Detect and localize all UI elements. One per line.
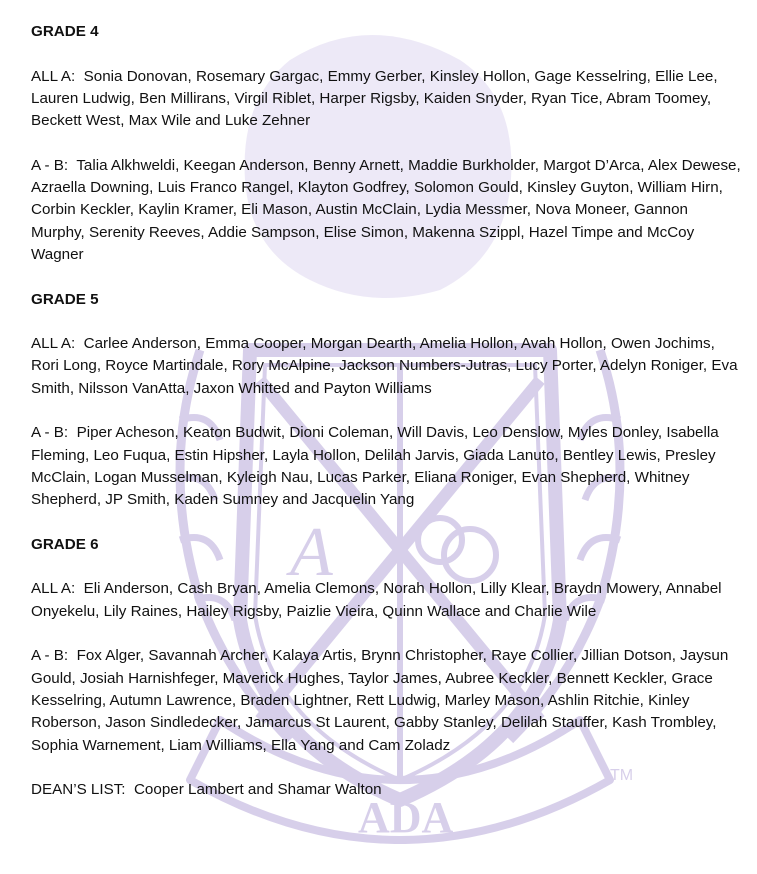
all-a-label: ALL A: bbox=[31, 67, 84, 85]
a-b-names: Talia Alkhweldi, Keegan Anderson, Benny Arnett, Maddie Burkholder, Margot D’Arca, Alex Dewese, Azraella Downing, Luis Franco Rangel, Klayton Godfrey, Solomon Gould, Kinsley Guyton, William Hirn, Corbin Keckler, Kaylin Kramer, Eli Mason, Austin McClain, Lydia Messmer, Nova Moneer, Gannon Murphy, Serenity Reeves, Addie Sampson, Elise Simon, Makenna Szippl, Hazel Timpe and McCoy Wagner bbox=[31, 156, 741, 263]
a-b-list bbox=[31, 645, 743, 756]
grade-5-section bbox=[31, 289, 743, 512]
all-a-label: ALL A: bbox=[31, 580, 84, 598]
all-a-list bbox=[31, 333, 743, 400]
crest-letter: A bbox=[290, 514, 333, 591]
trademark-mark: TM bbox=[610, 767, 634, 784]
a-b-label: A - B: bbox=[31, 647, 77, 665]
all-a-names: Sonia Donovan, Rosemary Gargac, Emmy Gerber, Kinsley Hollon, Gage Kesselring, Ellie Lee, Lauren Ludwig, Ben Millirans, Virgil Riblet, Harper Rigsby, Kaiden Snyder, Ryan Tice, Abram Toomey, Beckett West, Max Wile and Luke Zehner bbox=[31, 67, 718, 130]
banner-text: ADA bbox=[358, 793, 454, 842]
grade-heading: GRADE 4 bbox=[31, 23, 99, 40]
a-b-names: Piper Acheson, Keaton Budwit, Dioni Coleman, Will Davis, Leo Denslow, Myles Donley, Isabella Fleming, Leo Fuqua, Estin Hipsher, Layla Hollon, Delilah Jarvis, Giada Lanuto, Bentley Lewis, Presley McClain, Logan Musselman, Kyleigh Nau, Lucas Parker, Eliana Roniger, Evan Shepherd, Whitney Shepherd, JP Smith, Kaden Sumney and Jacquelin Yang bbox=[31, 424, 719, 509]
a-b-list bbox=[31, 155, 743, 266]
all-a-list bbox=[31, 578, 743, 623]
deans-list-names: Cooper Lambert and Shamar Walton bbox=[133, 781, 382, 799]
a-b-label: A - B: bbox=[31, 156, 77, 174]
a-b-label: A - B: bbox=[31, 424, 77, 442]
deans-list bbox=[31, 779, 743, 801]
all-a-list bbox=[31, 66, 743, 133]
all-a-names: Eli Anderson, Cash Bryan, Amelia Clemons, Norah Hollon, Lilly Klear, Braydn Mowery, Annabel Onyekelu, Lily Raines, Hailey Rigsby, Paizlie Vieira, Quinn Wallace and Charlie Wile bbox=[31, 580, 722, 620]
deans-list-label: DEAN’S LIST: bbox=[31, 781, 134, 799]
all-a-names: Carlee Anderson, Emma Cooper, Morgan Dearth, Amelia Hollon, Avah Hollon, Owen Jochims, Rori Long, Royce Martindale, Rory McAlpine, Jackson Numbers-Jutras, Lucy Porter, Adelyn Roniger, Eva Smith, Nilsson VanAtta, Jaxon Whitted and Payton Williams bbox=[31, 335, 738, 397]
grade-4-section bbox=[31, 21, 743, 266]
all-a-label: ALL A: bbox=[31, 335, 84, 353]
honor-roll-document bbox=[31, 21, 743, 824]
grade-heading: GRADE 5 bbox=[31, 290, 99, 308]
grade-6-section bbox=[31, 534, 743, 757]
a-b-list bbox=[31, 422, 743, 511]
a-b-names: Fox Alger, Savannah Archer, Kalaya Artis, Brynn Christopher, Raye Collier, Jillian Dotson, Jaysun Gould, Josiah Harnishfeger, Maverick Hughes, Taylor James, Aubree Keckler, Bennett Keckler, Grace Kesselring, Autumn Lawrence, Braden Lightner, Rett Ludwig, Marley Mason, Ashlin Ritchie, Kinley Roberson, Jason Sindledecker, Jamarcus St Laurent, Gabby Stanley, Delilah Stauffer, Kash Trombley, Sophia Warnement, Liam Williams, Ella Yang and Cam Zoladz bbox=[31, 647, 729, 754]
grade-heading: GRADE 6 bbox=[31, 535, 99, 553]
